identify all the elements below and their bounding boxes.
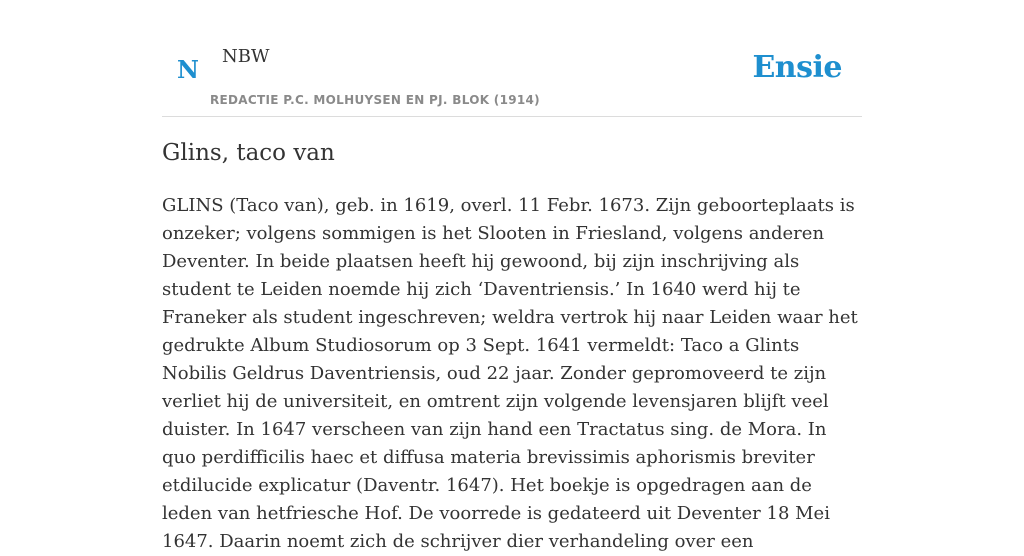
source-subtitle: REDACTIE P.C. MOLHUYSEN EN PJ. BLOK (1914) bbox=[210, 93, 540, 107]
article-title: Glins, taco van bbox=[162, 140, 335, 166]
brand-logo[interactable]: Ensie bbox=[752, 50, 842, 85]
article-body: GLINS (Taco van), geb. in 1619, overl. 11 Febr. 1673. Zijn geboorteplaats is onzeker; volgens sommigen is het Slooten in Friesland, volgens anderen Deventer. In beide plaatsen heeft hij gewoond, bij zijn inschrijving als student te Leiden noemde hij zich ‘Daventriensis.’ In 1640 werd hij te Franeker als student ingeschreven; weldra vertrok hij naar Leiden waar het gedrukte Album Studiosorum op 3 Sept. 1641 vermeldt: Taco a Glints Nobilis Geldrus Daventriensis, oud 22 jaar. Zonder gepromoveerd te zijn verliet hij de universiteit, en omtrent zijn volgende levensjaren blijft veel duister. In 1647 verscheen van zijn hand een Tractatus sing. de Mora. In quo perdifficilis haec et diffusa materia brevissimis aphorismis breviter etdilucide explicatur (Daventr. 1647). Het boekje is opgedragen aan de leden van hetfriesche Hof. De voorrede is gedateerd uit Deventer 18 Mei 1647. Daarin noemt zich de schrijver dier verhandeling over een bbox=[162, 195, 858, 552]
source-logo[interactable]: N bbox=[177, 55, 199, 84]
page bbox=[162, 0, 862, 552]
source-title[interactable]: NBW bbox=[222, 46, 270, 67]
source-header bbox=[162, 0, 862, 117]
